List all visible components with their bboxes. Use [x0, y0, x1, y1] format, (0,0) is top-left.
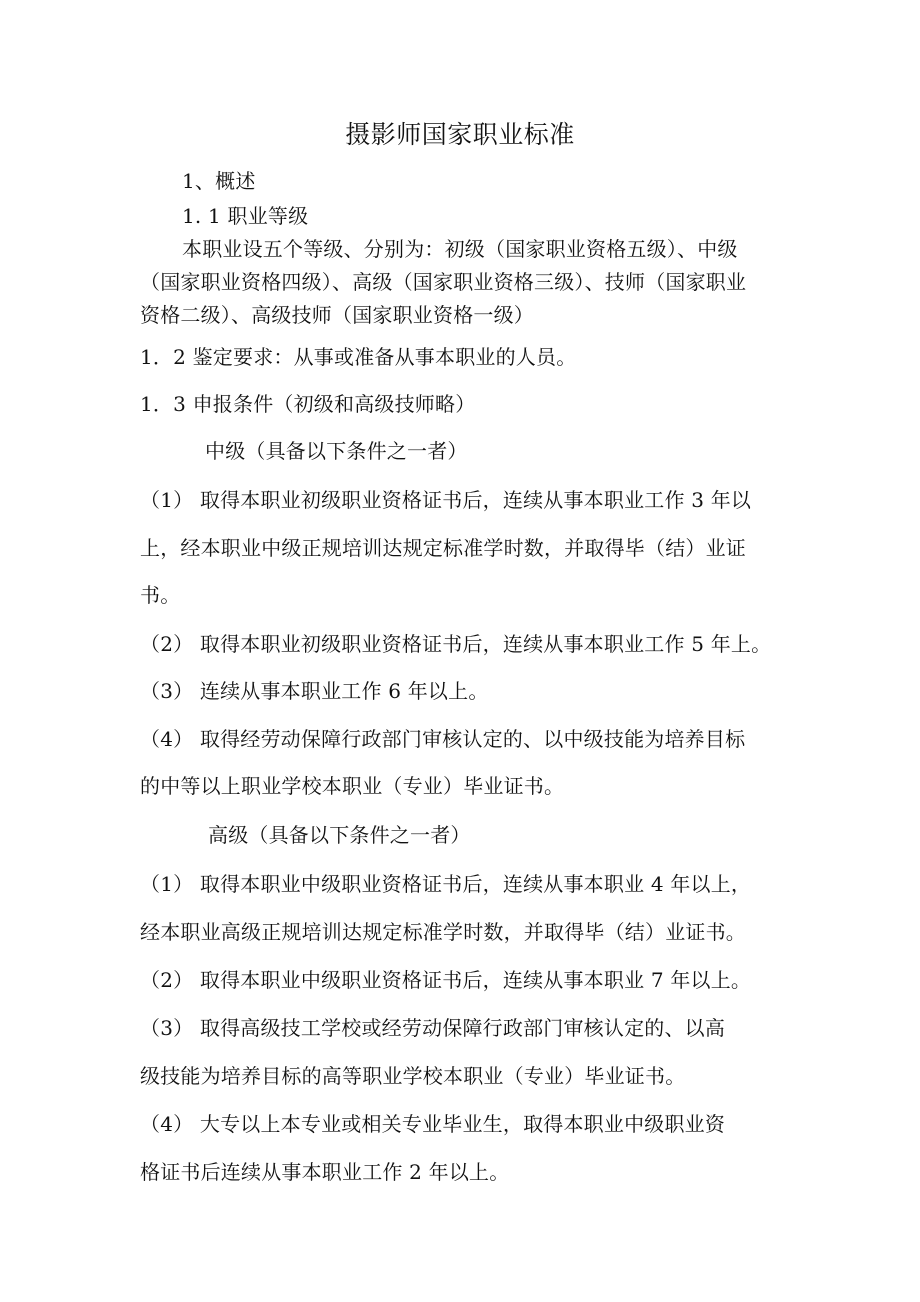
section-heading-overview: 1、概述 — [182, 169, 256, 193]
list-item-line: （3） 取得高级技工学校或经劳动保障行政部门审核认定的、以高 — [140, 1016, 726, 1040]
subsection-heading-conditions: 1．3 申报条件（初级和高级技师略） — [140, 392, 476, 416]
subsection-heading-appraisal: 1．2 鉴定要求：从事或准备从事本职业的人员。 — [140, 345, 577, 369]
list-item-line: （1） 取得本职业初级职业资格证书后，连续从事本职业工作 3 年以 — [140, 488, 752, 512]
paragraph-line: 资格二级）、高级技师（国家职业资格一级） — [140, 303, 534, 327]
list-item-line: （3） 连续从事本职业工作 6 年以上。 — [140, 679, 489, 703]
list-item-line: 级技能为培养目标的高等职业学校本职业（专业）毕业证书。 — [140, 1064, 686, 1088]
list-item-line: 上，经本职业中级正规培训达规定标准学时数，并取得毕（结）业证 — [140, 536, 746, 560]
paragraph-line: 本职业设五个等级、分别为：初级（国家职业资格五级）、中级 — [182, 237, 738, 261]
list-item-line: （2） 取得本职业初级职业资格证书后，连续从事本职业工作 5 年上。 — [140, 632, 772, 656]
list-item-line: 书。 — [140, 583, 181, 607]
document-title: 摄影师国家职业标准 — [345, 120, 575, 149]
level-heading-intermediate: 中级（具备以下条件之一者） — [205, 439, 468, 463]
list-item-line: （4） 大专以上本专业或相关专业毕业生，取得本职业中级职业资 — [140, 1112, 726, 1136]
list-item-line: 的中等以上职业学校本职业（专业）毕业证书。 — [140, 774, 565, 798]
subsection-heading-levels: 1. 1 职业等级 — [182, 204, 309, 228]
paragraph-line: （国家职业资格四级）、高级（国家职业资格三级）、技师（国家职业 — [140, 270, 747, 294]
list-item-line: 经本职业高级正规培训达规定标准学时数，并取得毕（结）业证书。 — [140, 920, 746, 944]
level-heading-advanced: 高级（具备以下条件之一者） — [208, 823, 471, 847]
list-item-line: 格证书后连续从事本职业工作 2 年以上。 — [140, 1160, 510, 1184]
list-item-line: （4） 取得经劳动保障行政部门审核认定的、以中级技能为培养目标 — [140, 727, 746, 751]
list-item-line: （1） 取得本职业中级职业资格证书后，连续从事本职业 4 年以上， — [140, 872, 752, 896]
list-item-line: （2） 取得本职业中级职业资格证书后，连续从事本职业 7 年以上。 — [140, 968, 752, 992]
